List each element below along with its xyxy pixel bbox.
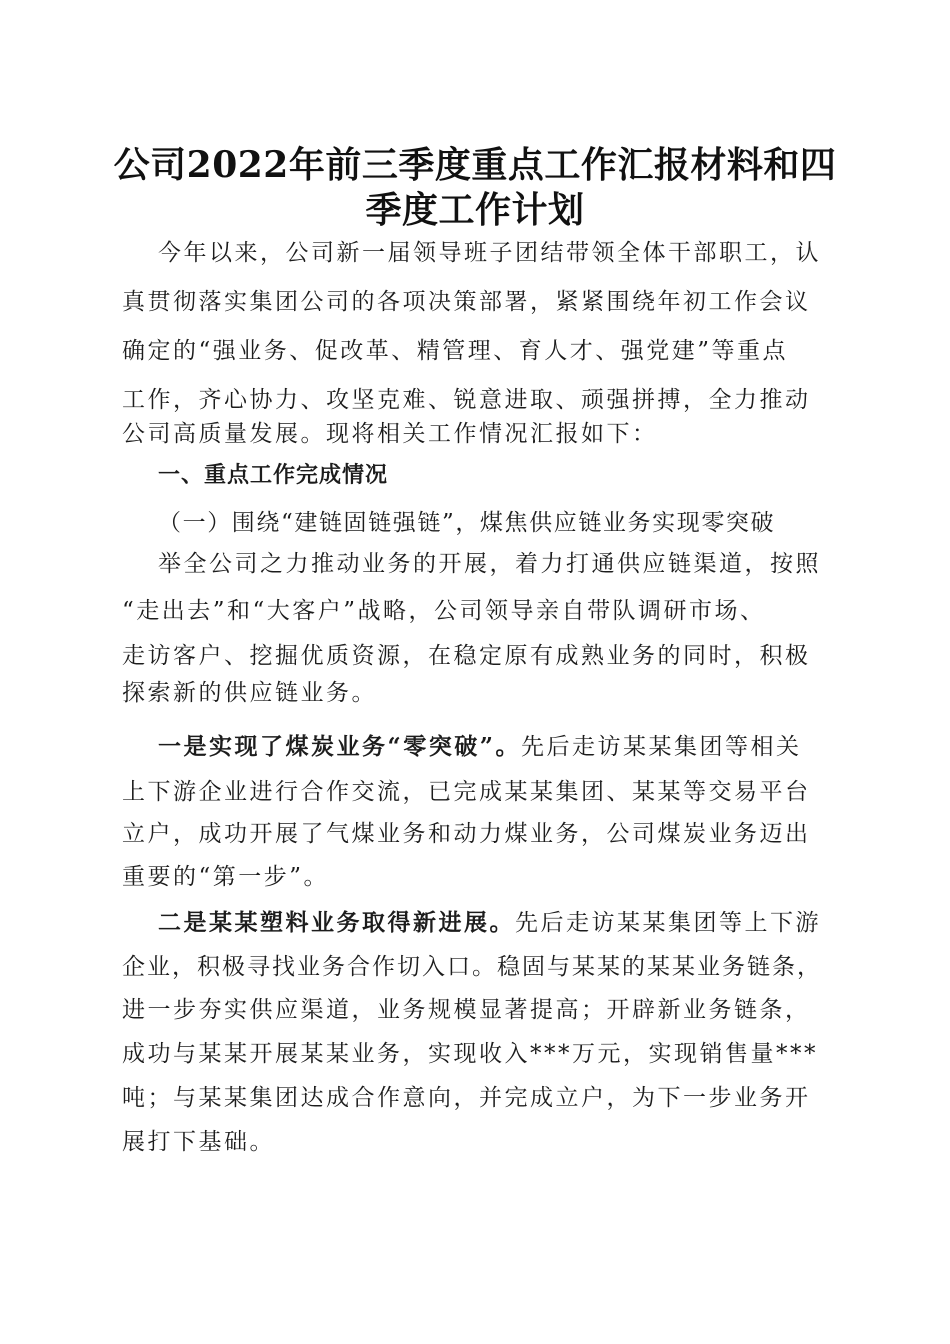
point2-line-2: 企业，积极寻找业务合作切入口。稳固与某某的某某业务链条， [122,954,822,980]
para1-line-4: 探索新的供应链业务。 [122,680,377,706]
point1-line-1 [158,731,822,763]
intro-line-1: 今年以来，公司新一届领导班子团结带领全体干部职工，认 [158,240,821,266]
document-title-line-2: 季度工作计划 [365,189,585,231]
intro-line-2: 真贯彻落实集团公司的各项决策部署，紧紧围绕年初工作会议 [122,289,811,315]
point2-lead: 二是某某塑料业务取得新进展。 [158,909,515,936]
para1-line-3: 走访客户、挖掘优质资源，在稳定原有成熟业务的同时，积极 [122,643,811,669]
point2-line-6: 展打下基础。 [122,1129,275,1155]
intro-line-3: 确定的“强业务、促改革、精管理、育人才、强党建”等重点 [122,338,789,364]
point1-line-4: 重要的“第一步”。 [122,864,330,890]
point2-line-1 [158,907,822,939]
point2-line-3: 进一步夯实供应渠道，业务规模显著提高；开辟新业务链条， [122,997,811,1023]
intro-line-5: 公司高质量发展。现将相关工作情况汇报如下： [122,421,658,447]
point2-line-5: 吨；与某某集团达成合作意向，并完成立户，为下一步业务开 [122,1085,811,1111]
point1-line-3: 立户，成功开展了气煤业务和动力煤业务，公司煤炭业务迈出 [122,821,811,847]
subsection-heading: （一）围绕“建链固链强链”，煤焦供应链业务实现零突破 [158,510,776,536]
point2-line-1-rest: 先后走访某某集团等上下游 [515,910,821,936]
point1-line-2: 上下游企业进行合作交流，已完成某某集团、某某等交易平台 [122,779,811,805]
document-title-line-1: 公司2022年前三季度重点工作汇报材料和四 [113,144,837,186]
para1-line-2: “走出去”和“大客户”战略，公司领导亲自带队调研市场、 [122,598,766,624]
point1-lead: 一是实现了煤炭业务“零突破”。 [158,733,521,760]
intro-line-4: 工作，齐心协力、攻坚克难、锐意进取、顽强拼搏，全力推动 [122,387,811,413]
point2-line-4: 成功与某某开展某某业务，实现收入***万元，实现销售量*** [122,1041,818,1067]
section-heading: 一、重点工作完成情况 [158,463,389,488]
point1-line-1-rest: 先后走访某某集团等相关 [520,734,802,760]
para1-line-1: 举全公司之力推动业务的开展，着力打通供应链渠道，按照 [158,551,821,577]
